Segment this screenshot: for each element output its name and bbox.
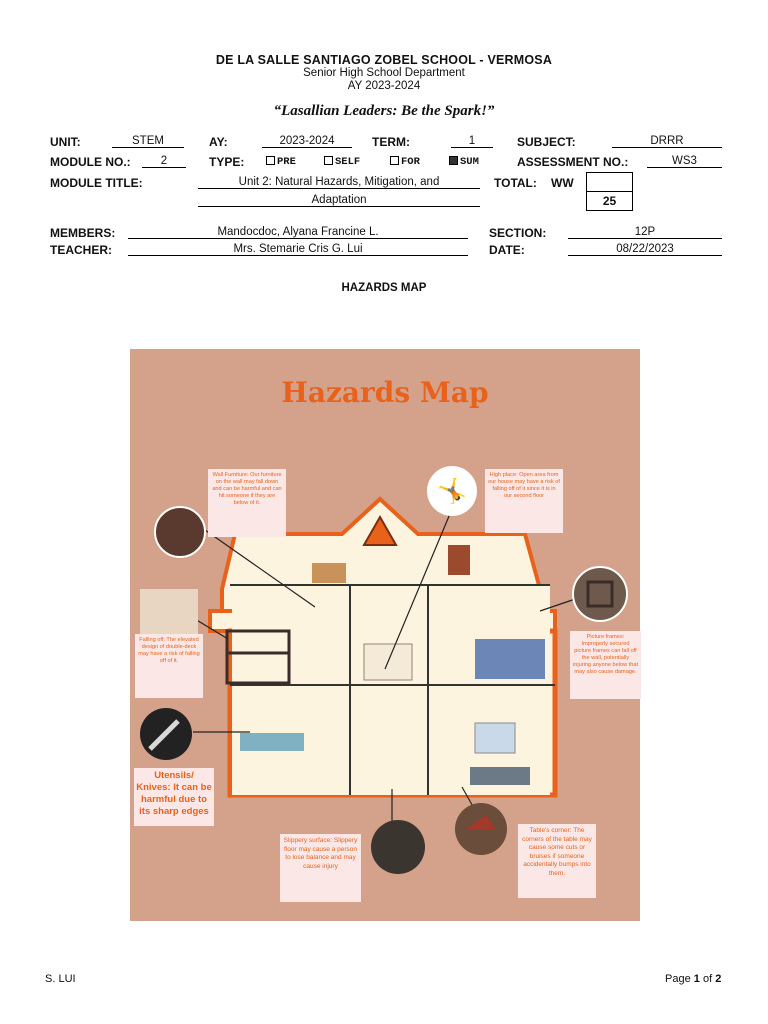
boxes-icon [448,545,470,575]
note-wall-furniture: Wall Furniture: Our furniture on the wall may fall down and can be harmful and can hit someone if they are below of it. [208,469,286,537]
module-title-line2: Adaptation [198,194,480,207]
subject-label: SUBJECT: [517,135,576,149]
module-title-line1: Unit 2: Natural Hazards, Mitigation, and [198,176,480,189]
unit-label: UNIT: [50,135,81,149]
ay-label: AY: [209,135,228,149]
date-label: DATE: [489,243,525,257]
term-label: TERM: [372,135,410,149]
unit-value: STEM [112,135,184,148]
type-option-label: SUM [460,156,479,168]
sofa-icon [470,767,530,785]
type-option-self [324,156,360,168]
page-prefix: Page [665,973,691,985]
section-value: 12P [568,226,722,239]
type-option-label: SELF [335,156,361,168]
total-score-box-top [586,172,633,192]
note-picture-frames: Picture frames: Improperly secured picture frames can fall off the wall, potentially injuring anyone below that may also cause damage. [570,631,641,699]
ay-value: 2023-2024 [262,135,352,148]
members-label: MEMBERS: [50,226,116,240]
total-label: TOTAL: [494,176,537,190]
department: Senior High School Department [303,67,465,79]
school-name: DE LA SALLE SANTIAGO ZOBEL SCHOOL - VERMOSA [215,53,553,67]
motto: “Lasallian Leaders: Be the Spark!” [273,103,495,119]
bed-icon [475,639,545,679]
teacher-value: Mrs. Stemarie Cris G. Lui [128,243,468,256]
type-option-label: PRE [277,156,296,168]
wall-furniture-photo [155,507,205,557]
page-indicator [665,973,721,985]
note-tables-corner: Table's corner: The corners of the table may cause some cuts or bruises if someone accidentally bumps into them. [518,824,596,898]
type-option-sum [449,156,479,168]
box-icon [312,563,346,583]
page-total: 2 [715,973,722,985]
type-option-label: FOR [401,156,420,168]
kitchen-counter-icon [240,733,304,751]
svg-text:🤸: 🤸 [437,478,467,505]
assessment-value: WS3 [647,155,722,168]
checkbox-pre [266,156,275,165]
total-type: WW [551,176,574,190]
page-current: 1 [693,973,700,985]
note-high-place: High place: Open area from our house may have a risk of falling off of it since it is in our second floor [485,469,563,533]
type-label: TYPE: [209,155,245,169]
total-score: 25 [586,191,633,211]
window-icon [475,723,515,753]
subject-value: DRRR [612,135,722,148]
checkbox-sum-checked [449,156,458,165]
section-title: HAZARDS MAP [341,282,427,294]
note-slippery-surface: Slippery surface: Slippery floor may cause a person to lose balance and may cause injury [280,834,361,902]
poster-title: Hazards Map [281,376,489,409]
type-option-pre [266,156,296,168]
slippery-floor-photo [371,820,425,874]
section-label: SECTION: [489,226,547,240]
module-no-label: MODULE NO.: [50,155,131,169]
checkbox-for [390,156,399,165]
module-no-value: 2 [142,155,186,168]
members-value: Mandocdoc, Alyana Francine L. [128,226,468,239]
picture-frame-photo [573,567,627,621]
checkbox-self [324,156,333,165]
note-falling-off: Falling off: The elevated design of double-deck may have a risk of falling off of it. [135,634,203,698]
note-utensils: Utensils/ Knives: It can be harmful due to its sharp edges [134,768,214,826]
footer-author: S. LUI [45,973,76,985]
assessment-label: ASSESSMENT NO.: [517,155,629,169]
term-value: 1 [451,135,493,148]
academic-year: AY 2023-2024 [347,80,421,92]
hazards-map-poster [130,349,640,921]
date-value: 08/22/2023 [568,243,722,256]
teacher-label: TEACHER: [50,243,112,257]
module-title-label: MODULE TITLE: [50,176,143,190]
page-of: of [702,973,713,985]
type-option-for [390,156,420,168]
